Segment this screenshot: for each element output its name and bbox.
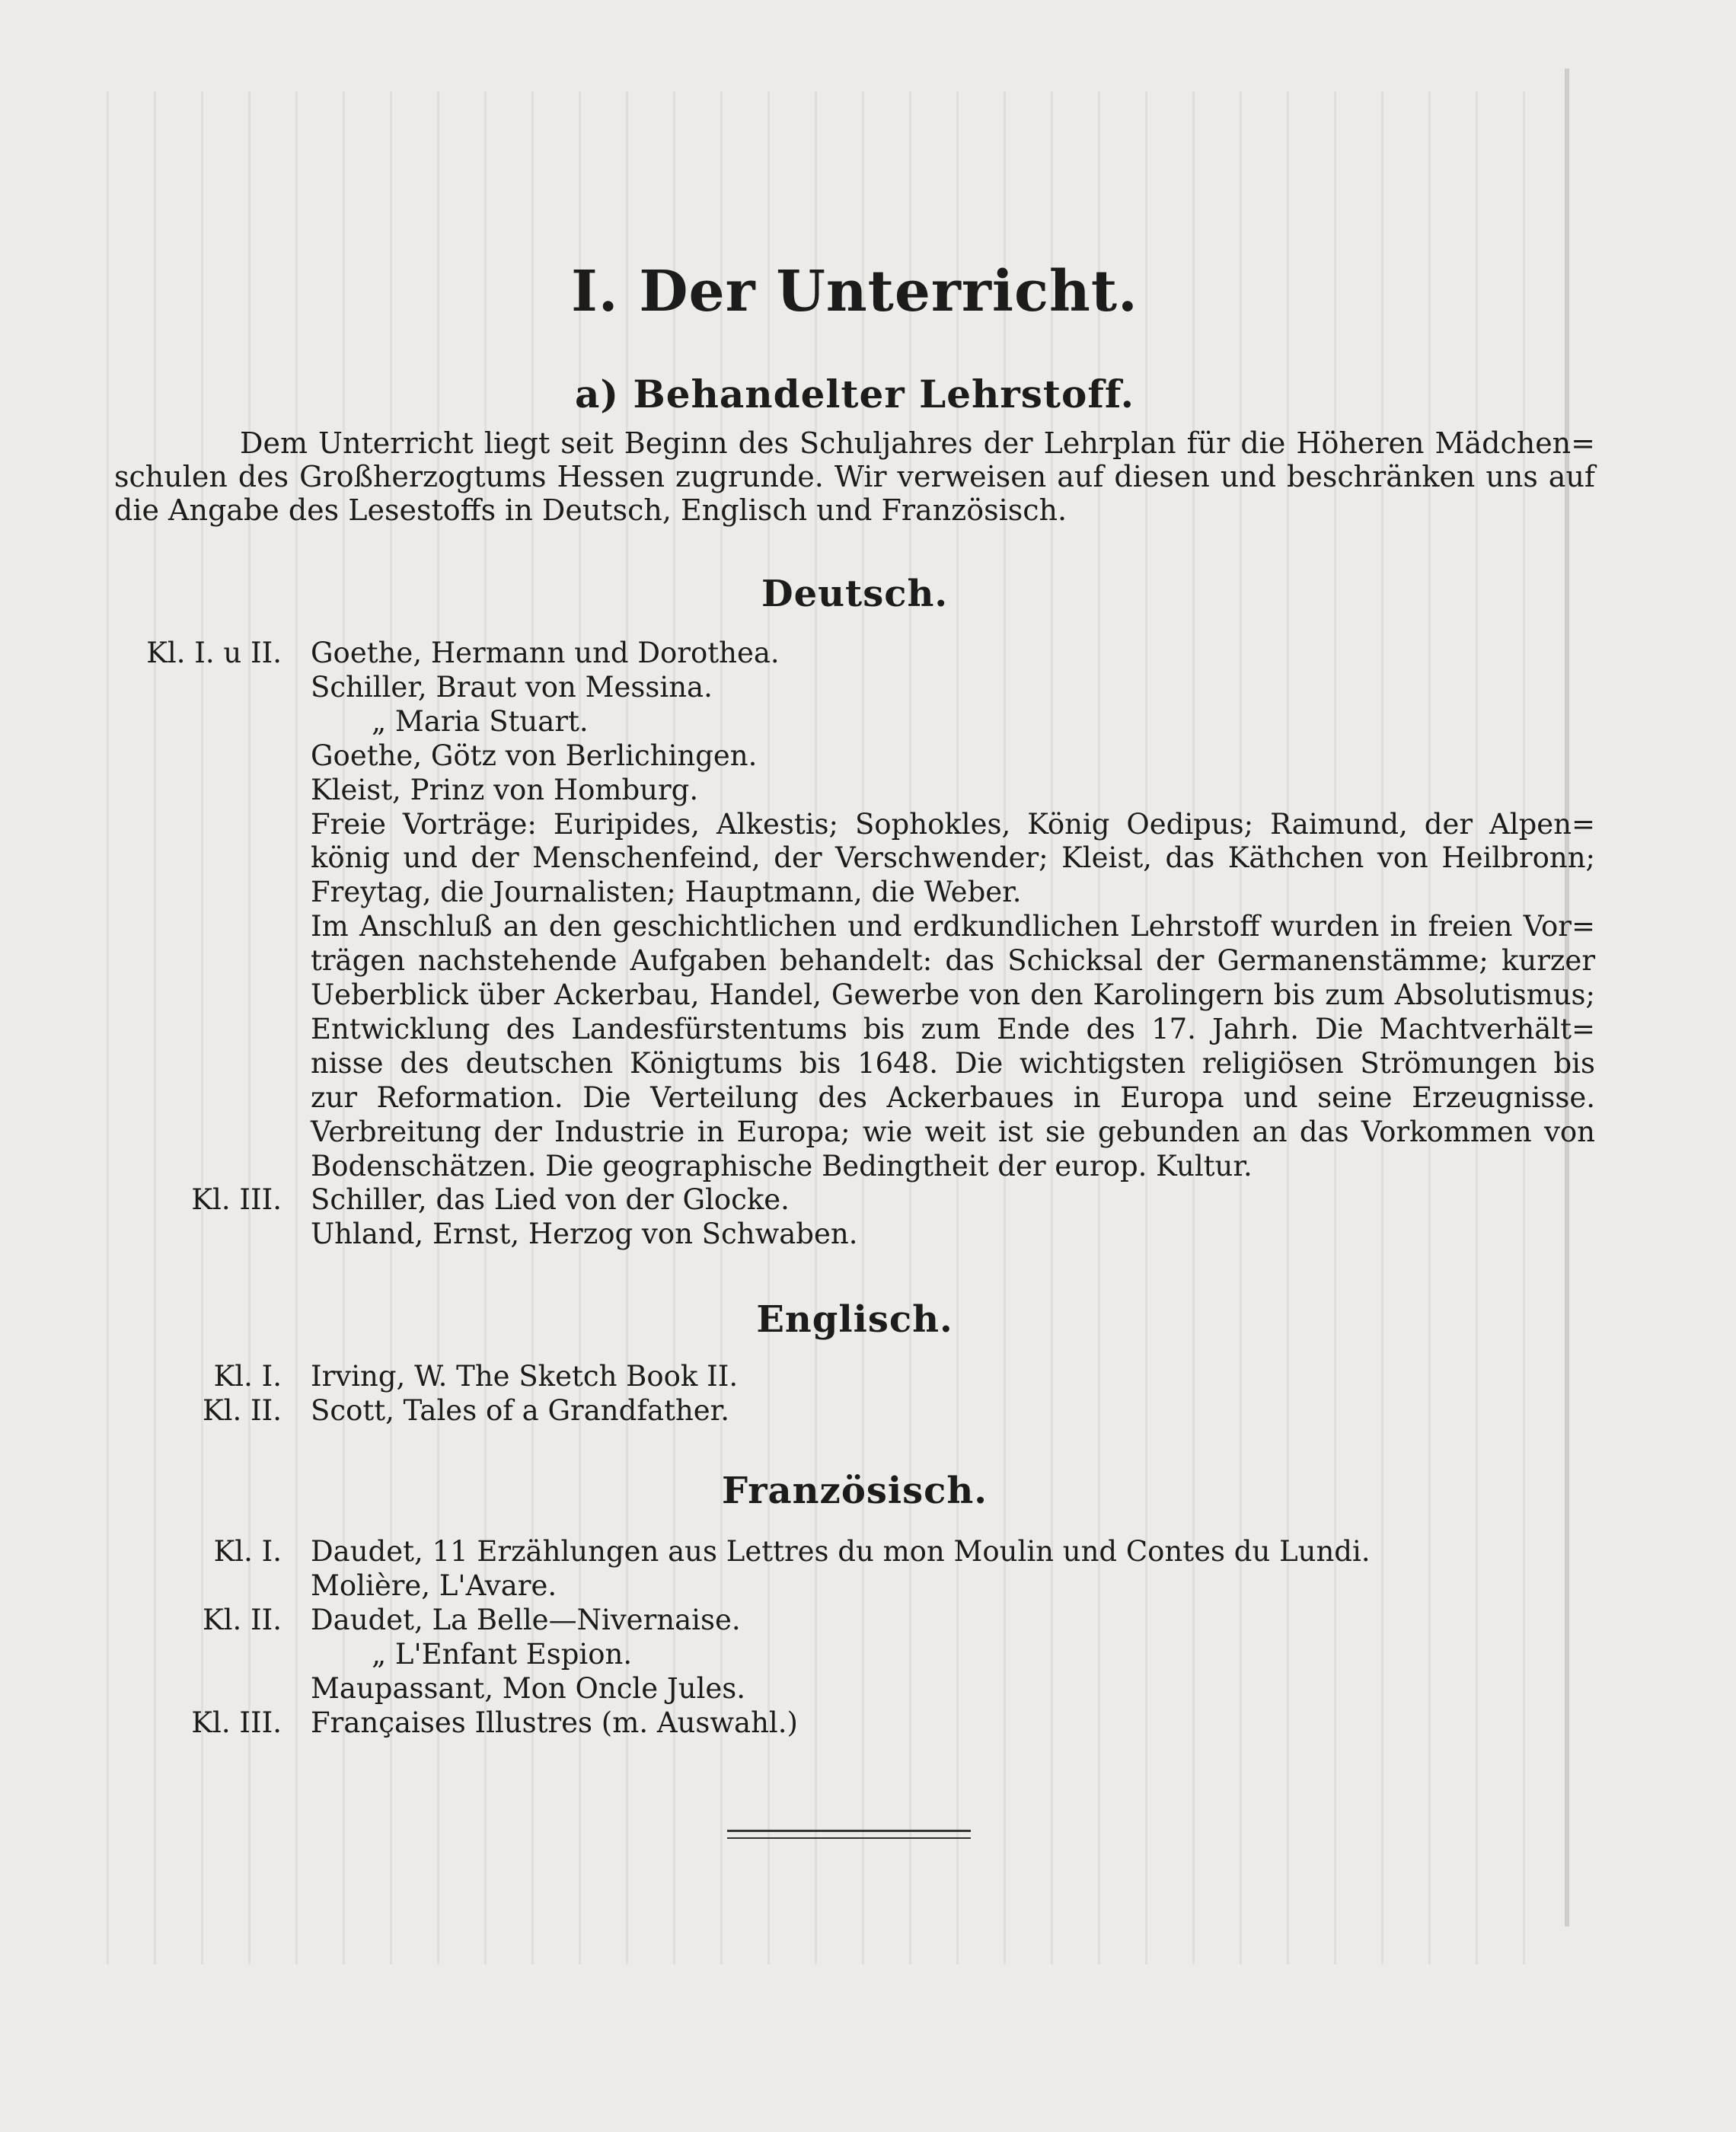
reading-text: Schiller, das Lied von der Glocke. [311,1183,790,1217]
reading-text: Goethe, Götz von Berlichingen. [311,739,758,772]
list-line [114,875,1595,910]
class-label: Kl. I. u II. [146,637,282,669]
list-line [114,636,1595,671]
reading-text: Uhland, Ernst, Herzog von Schwaben. [311,1218,858,1251]
reading-text: könig und der Menschenfeind, der Verschwender; Kleist, das Käthchen von Heilbronn; [311,841,1595,875]
reading-text: Maupassant, Mon Oncle Jules. [311,1672,746,1705]
document-page [114,0,1595,2132]
list-line [114,1217,1595,1252]
list-line [114,1534,1595,1569]
reading-text: Scott, Tales of a Grandfather. [311,1394,730,1427]
list-line [114,773,1595,808]
end-rule [727,1830,971,1832]
reading-text: „ L'Enfant Espion. [372,1638,633,1671]
reading-text: Freytag, die Journalisten; Hauptmann, die Weber. [311,876,1022,909]
reading-text: zur Reformation. Die Verteilung des Ackerbaues in Europa und seine Erzeugnisse. [311,1080,1595,1114]
list-line [114,978,1595,1013]
reading-text: Françaises Illustres (m. Auswahl.) [311,1706,798,1739]
class-label: Kl. III. [191,1183,282,1217]
reading-text: Entwicklung des Landesfürstentums bis zum Ende des 17. Jahrh. Die Machtverhält= [311,1012,1595,1045]
list-line [114,1080,1595,1115]
reading-text: nisse des deutschen Königtums bis 1648. Die wichtigsten religiösen Strömungen bis [311,1046,1595,1080]
reading-text: Daudet, 11 Erzählungen aus Lettres du mon Moulin und Contes du Lundi. [311,1535,1371,1568]
list-line [114,1671,1595,1706]
reading-text: Freie Vorträge: Euripides, Alkestis; Sophokles, König Oedipus; Raimund, der Alpen= [311,807,1595,841]
class-label: Kl. I. [213,1535,282,1568]
reading-text: Irving, W. The Sketch Book II. [311,1360,739,1393]
section-heading-deutsch: Deutsch. [761,573,949,615]
reading-text: Im Anschluß an den geschichtlichen und erdkundlichen Lehrstoff wurden in freien Vor= [311,910,1595,943]
list-line [114,1149,1595,1184]
section-heading-franzoesisch: Französisch. [722,1470,988,1512]
list-line [114,1012,1595,1047]
list-line [114,1046,1595,1081]
class-label: Kl. III. [191,1706,282,1739]
list-line [114,1359,1595,1394]
intro-paragraph: Dem Unterricht liegt seit Beginn des Schuljahres der Lehrplan für die Höheren Mädchen= schulen des Großherzogtums Hessen zugrunde. Wir verweisen auf diesen und beschränken uns auf die Angabe des Lesestoffs in Deutsch, Englisch und Französisch. [114,426,1595,527]
list-line [114,1569,1595,1604]
reading-text: Daudet, La Belle—Nivernaise. [311,1604,741,1636]
reading-text: Goethe, Hermann und Dorothea. [311,637,780,669]
page-title: I. Der Unterricht. [571,259,1138,324]
class-label: Kl. I. [213,1360,282,1393]
list-line [114,1706,1595,1741]
section-heading-englisch: Englisch. [756,1298,953,1341]
reading-text: Schiller, Braut von Messina. [311,670,713,704]
list-line [114,670,1595,705]
class-label: Kl. II. [203,1394,282,1427]
reading-text: Molière, L'Avare. [311,1569,557,1602]
reading-text: Ueberblick über Ackerbau, Handel, Gewerbe von den Karolingern bis zum Absolutismus; [311,978,1595,1011]
list-line [114,909,1595,944]
list-line [114,1637,1595,1672]
list-line [114,1115,1595,1150]
list-line [114,739,1595,774]
list-line [114,807,1595,842]
section-subtitle: a) Behandelter Lehrstoff. [575,372,1134,417]
end-rule [727,1837,971,1839]
reading-text: Bodenschätzen. Die geographische Bedingtheit der europ. Kultur. [311,1149,1253,1182]
list-line [114,704,1595,739]
list-line [114,841,1595,876]
list-line [114,943,1595,978]
list-line [114,1182,1595,1218]
reading-text: trägen nachstehende Aufgaben behandelt: das Schicksal der Germanenstämme; kurzer [311,944,1595,978]
reading-text: Kleist, Prinz von Homburg. [311,773,699,806]
reading-text: Verbreitung der Industrie in Europa; wie weit ist sie gebunden an das Vorkommen von [311,1115,1595,1148]
list-line [114,1603,1595,1638]
list-line [114,1393,1595,1428]
reading-text: „ Maria Stuart. [372,704,589,738]
class-label: Kl. II. [203,1604,282,1636]
